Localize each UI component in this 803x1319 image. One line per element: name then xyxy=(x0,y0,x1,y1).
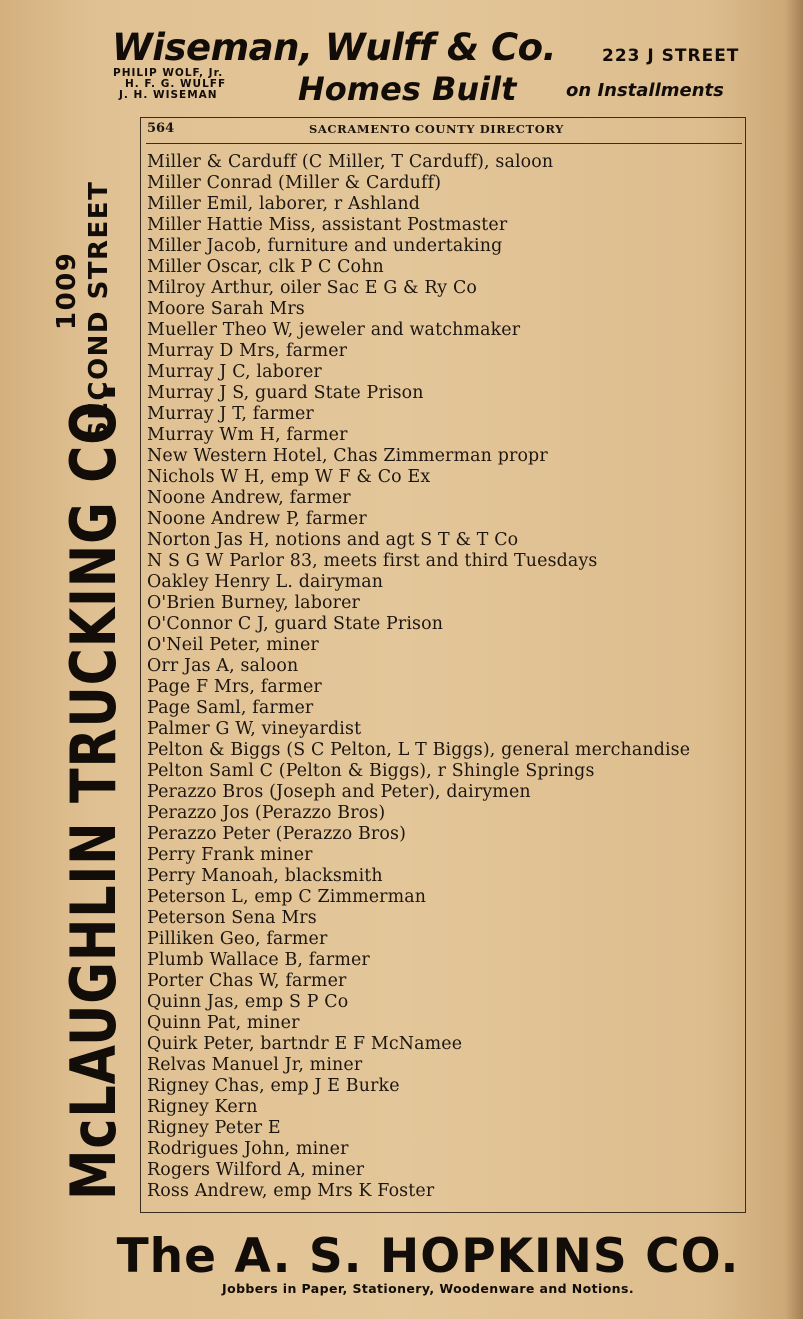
directory-entry: Page F Mrs, farmer xyxy=(147,677,322,697)
directory-entry: Noone Andrew, farmer xyxy=(147,488,351,508)
partner-name: PHILIP WOLF, Jr. xyxy=(113,67,224,79)
directory-entry: Moore Sarah Mrs xyxy=(147,299,305,319)
directory-entry: Quinn Pat, miner xyxy=(147,1013,300,1033)
directory-entry: Rigney Kern xyxy=(147,1097,258,1117)
directory-entry: Plumb Wallace B, farmer xyxy=(147,950,370,970)
top-ad-company: Wiseman, Wulff & Co. xyxy=(112,26,557,69)
directory-entry: Perry Frank miner xyxy=(147,845,313,865)
directory-entry: Oakley Henry L. dairyman xyxy=(147,572,384,592)
header-divider xyxy=(146,143,742,144)
directory-entry: Perazzo Bros (Joseph and Peter), dairymen xyxy=(147,782,531,802)
directory-entry: Ross Andrew, emp Mrs K Foster xyxy=(147,1181,435,1201)
directory-entry: Nichols W H, emp W F & Co Ex xyxy=(147,467,431,487)
directory-entry: Murray J S, guard State Prison xyxy=(147,383,424,403)
directory-entry: Perazzo Peter (Perazzo Bros) xyxy=(147,824,407,844)
directory-entry: Peterson Sena Mrs xyxy=(147,908,317,928)
directory-entry: O'Connor C J, guard State Prison xyxy=(147,614,444,634)
directory-entry: Pilliken Geo, farmer xyxy=(147,929,328,949)
directory-entry: Rogers Wilford A, miner xyxy=(147,1160,365,1180)
directory-entry: Murray J C, laborer xyxy=(147,362,322,382)
directory-entry: Miller Jacob, furniture and undertaking xyxy=(147,236,503,256)
directory-entry: Pelton & Biggs (S C Pelton, L T Biggs), general merchandise xyxy=(147,740,691,760)
directory-entry: Miller Oscar, clk P C Cohn xyxy=(147,257,384,277)
directory-entry: Peterson L, emp C Zimmerman xyxy=(147,887,427,907)
directory-entry: Perry Manoah, blacksmith xyxy=(147,866,383,886)
directory-entry: O'Neil Peter, miner xyxy=(147,635,319,655)
directory-entry: Porter Chas W, farmer xyxy=(147,971,347,991)
side-ad-street: SECOND STREET xyxy=(84,180,114,440)
directory-entry: Pelton Saml C (Pelton & Biggs), r Shingle Springs xyxy=(147,761,595,781)
directory-entry: Murray D Mrs, farmer xyxy=(147,341,348,361)
top-ad-slogan-suffix: on Installments xyxy=(566,80,724,101)
top-ad-partners xyxy=(113,68,283,101)
page-header xyxy=(147,118,742,140)
directory-entry: N S G W Parlor 83, meets first and third Tuesdays xyxy=(147,551,598,571)
directory-entry: Relvas Manuel Jr, miner xyxy=(147,1055,363,1075)
partner-name: H. F. G. WULFF xyxy=(125,78,227,90)
directory-entry: Miller Hattie Miss, assistant Postmaster xyxy=(147,215,508,235)
page-edge-shadow xyxy=(785,0,803,1319)
directory-entries xyxy=(147,152,745,1202)
directory-entry: Miller Conrad (Miller & Carduff) xyxy=(147,173,442,193)
directory-entry: Murray J T, farmer xyxy=(147,404,314,424)
directory-entry: Murray Wm H, farmer xyxy=(147,425,348,445)
directory-entry: Quirk Peter, bartndr E F McNamee xyxy=(147,1034,463,1054)
side-ad xyxy=(52,120,130,1200)
directory-entry: Miller & Carduff (C Miller, T Carduff), saloon xyxy=(147,152,554,172)
directory-entry: Miller Emil, laborer, r Ashland xyxy=(147,194,421,214)
directory-entry: New Western Hotel, Chas Zimmerman propr xyxy=(147,446,548,466)
top-ad-address: 223 J STREET xyxy=(602,46,740,66)
page-number: 564 xyxy=(147,121,175,136)
directory-entry: Quinn Jas, emp S P Co xyxy=(147,992,349,1012)
directory-entry: Norton Jas H, notions and agt S T & T Co xyxy=(147,530,519,550)
directory-entry: Mueller Theo W, jeweler and watchmaker xyxy=(147,320,521,340)
directory-entry: Orr Jas A, saloon xyxy=(147,656,299,676)
directory-entry: O'Brien Burney, laborer xyxy=(147,593,360,613)
directory-entry: Rigney Peter E xyxy=(147,1118,281,1138)
directory-entry: Noone Andrew P, farmer xyxy=(147,509,367,529)
directory-entry: Page Saml, farmer xyxy=(147,698,314,718)
partner-name: J. H. WISEMAN xyxy=(119,89,218,101)
bottom-ad-company: The A. S. HOPKINS CO. xyxy=(116,1229,740,1284)
side-ad-number: 1009 xyxy=(52,251,82,330)
bottom-ad-tagline: Jobbers in Paper, Stationery, Woodenware and Notions. xyxy=(222,1281,634,1296)
directory-entry: Rigney Chas, emp J E Burke xyxy=(147,1076,400,1096)
top-ad-slogan: Homes Built xyxy=(298,70,517,108)
directory-entry: Rodrigues John, miner xyxy=(147,1139,349,1159)
directory-name: SACRAMENTO COUNTY DIRECTORY xyxy=(309,122,564,136)
directory-entry: Palmer G W, vineyardist xyxy=(147,719,362,739)
side-ad-company: McLAUGHLIN TRUCKING CO. xyxy=(56,381,130,1200)
directory-entry: Milroy Arthur, oiler Sac E G & Ry Co xyxy=(147,278,478,298)
directory-entry: Perazzo Jos (Perazzo Bros) xyxy=(147,803,386,823)
